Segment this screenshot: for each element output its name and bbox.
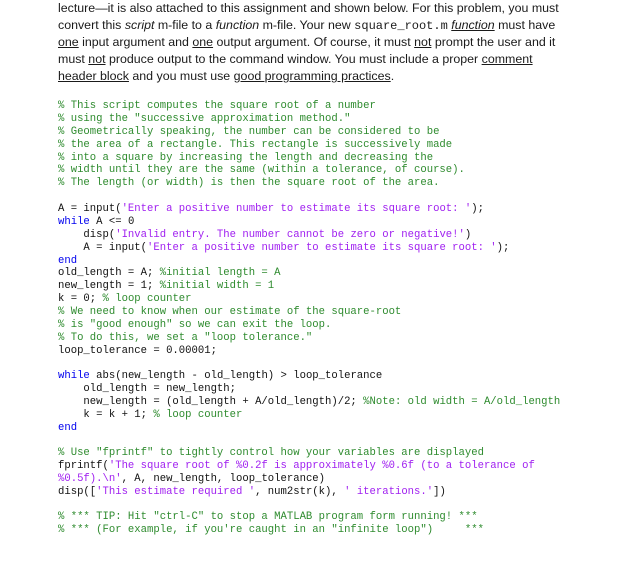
code-line <box>58 396 628 409</box>
underlined-not: not <box>414 35 432 49</box>
code-block-header-comments <box>58 100 628 190</box>
text: prompt the user and it <box>431 35 556 49</box>
code-line: old_length = new_length; <box>58 382 237 395</box>
code-comment-line: % into a square by increasing the length and decreasing the <box>58 151 434 164</box>
emphasis-function-underlined: function <box>451 18 495 32</box>
code-token: , num2str(k), <box>255 485 345 498</box>
code-token: disp([ <box>58 485 97 498</box>
instructions-line <box>58 68 618 85</box>
code-line <box>58 409 628 422</box>
text: output argument. Of course, it must <box>213 35 415 49</box>
code-comment-line: % *** TIP: Hit "ctrl-C" to stop a MATLAB program form running! *** <box>58 511 478 523</box>
code-comment-line: % This script computes the square root of a number <box>58 100 376 112</box>
instructions-line <box>58 0 618 17</box>
code-string: %0.5f).\n' <box>58 472 122 485</box>
code-token: old_length = A; <box>58 267 160 280</box>
code-string: 'This estimate required ' <box>96 485 256 498</box>
code-block-output <box>58 447 628 499</box>
code-line <box>58 460 628 473</box>
code-token: ); <box>471 203 484 215</box>
text: and you must use <box>128 69 234 83</box>
code-line <box>58 267 628 280</box>
code-comment-line: % is "good enough" so we can exit the loop. <box>58 319 332 332</box>
code-string: ' iterations.' <box>344 485 434 498</box>
text: . <box>390 69 395 83</box>
code-keyword-end: end <box>58 254 78 267</box>
code-token: fprintf( <box>58 459 109 472</box>
instructions-line <box>58 34 618 51</box>
underlined-one: one <box>192 35 214 49</box>
instructions-line <box>58 51 618 68</box>
code-token: ) <box>464 228 472 241</box>
code-token: disp( <box>58 228 116 241</box>
emphasis-script: script <box>124 18 155 32</box>
code-token: , A, new_length, loop_tolerance) <box>121 472 326 485</box>
code-line <box>58 293 628 306</box>
code-comment-line: % the area of a rectangle. This rectangle is successively made <box>58 138 453 151</box>
code-token: new_length = (old_length + A/old_length)/2; <box>58 395 364 408</box>
code-token: abs(new_length - old_length) > loop_tolerance <box>89 370 383 382</box>
underlined-good-practices: good programming practices <box>233 69 391 83</box>
code-comment-line: % Use "fprintf" to tightly control how your variables are displayed <box>58 447 484 459</box>
code-token: k = k + 1; <box>58 408 154 421</box>
code-line <box>58 203 628 216</box>
text: must have <box>494 18 556 32</box>
instructions-paragraph <box>58 0 618 85</box>
text: m-file. Your new <box>259 18 355 32</box>
code-line <box>58 280 628 293</box>
code-block-while-loop <box>58 370 628 434</box>
underlined-comment: comment <box>481 52 533 66</box>
code-comment-line: % width until they are the same (within a tolerance, of course). <box>58 164 465 177</box>
code-keyword: while <box>58 370 90 382</box>
code-token: A = input( <box>58 241 148 254</box>
code-string: 'Enter a positive number to estimate its square root: ' <box>147 241 497 254</box>
code-line: loop_tolerance = 0.00001; <box>58 344 217 357</box>
text: must <box>58 52 89 66</box>
code-line <box>58 242 628 255</box>
code-token: ); <box>496 241 510 254</box>
text: produce output to the command window. You must include a proper <box>105 52 482 66</box>
underlined-header-block: header block <box>58 69 129 83</box>
filename-square-root: square_root.m <box>354 19 448 33</box>
code-keyword-end: end <box>58 421 78 434</box>
code-comment-line: % Geometrically speaking, the number can be considered to be <box>58 125 440 138</box>
underlined-not: not <box>88 52 106 66</box>
code-token: A = input( <box>58 203 122 215</box>
code-comment: % loop counter <box>102 293 192 306</box>
text: lecture—it is also attached to this assignment and shown below. For this problem, you must <box>58 1 559 15</box>
code-comment: %initial width = 1 <box>159 280 275 293</box>
code-comment-line: % The length (or width) is then the square root of the area. <box>58 177 440 190</box>
instructions-line <box>58 17 618 34</box>
code-comment: % loop counter <box>153 408 243 421</box>
emphasis-function: function <box>215 18 260 32</box>
text: input argument and <box>78 35 193 49</box>
code-comment-line: % using the "successive approximation method." <box>58 112 351 125</box>
code-comment-line: % To do this, we set a "loop tolerance." <box>58 331 313 344</box>
code-comment-line: % We need to know when our estimate of the square-root <box>58 306 402 319</box>
code-token: ]) <box>433 485 446 498</box>
code-line <box>58 229 628 242</box>
code-string: 'Enter a positive number to estimate its square root: ' <box>121 203 472 215</box>
underlined-one: one <box>58 35 79 49</box>
code-string: 'Invalid entry. The number cannot be zero or negative!' <box>115 228 465 241</box>
code-token: k = 0; <box>58 293 103 306</box>
code-block-tips <box>58 511 628 537</box>
code-token: A <= 0 <box>89 215 135 228</box>
code-line <box>58 216 628 229</box>
code-keyword: while <box>58 215 90 228</box>
code-comment: %Note: old width = A/old_length <box>363 395 561 408</box>
code-line <box>58 486 628 499</box>
code-line <box>58 473 628 486</box>
code-comment: %initial length = A <box>159 267 281 280</box>
code-comment-line: % *** (For example, if you're caught in an "infinite loop") *** <box>58 523 484 536</box>
code-block-input-init <box>58 203 628 358</box>
code-line <box>58 370 628 383</box>
text: m-file to a <box>154 18 216 32</box>
code-string: 'The square root of %0.2f is approximately %0.6f (to a tolerance of <box>108 459 535 472</box>
code-token: new_length = 1; <box>58 280 160 293</box>
text: convert this <box>58 18 125 32</box>
